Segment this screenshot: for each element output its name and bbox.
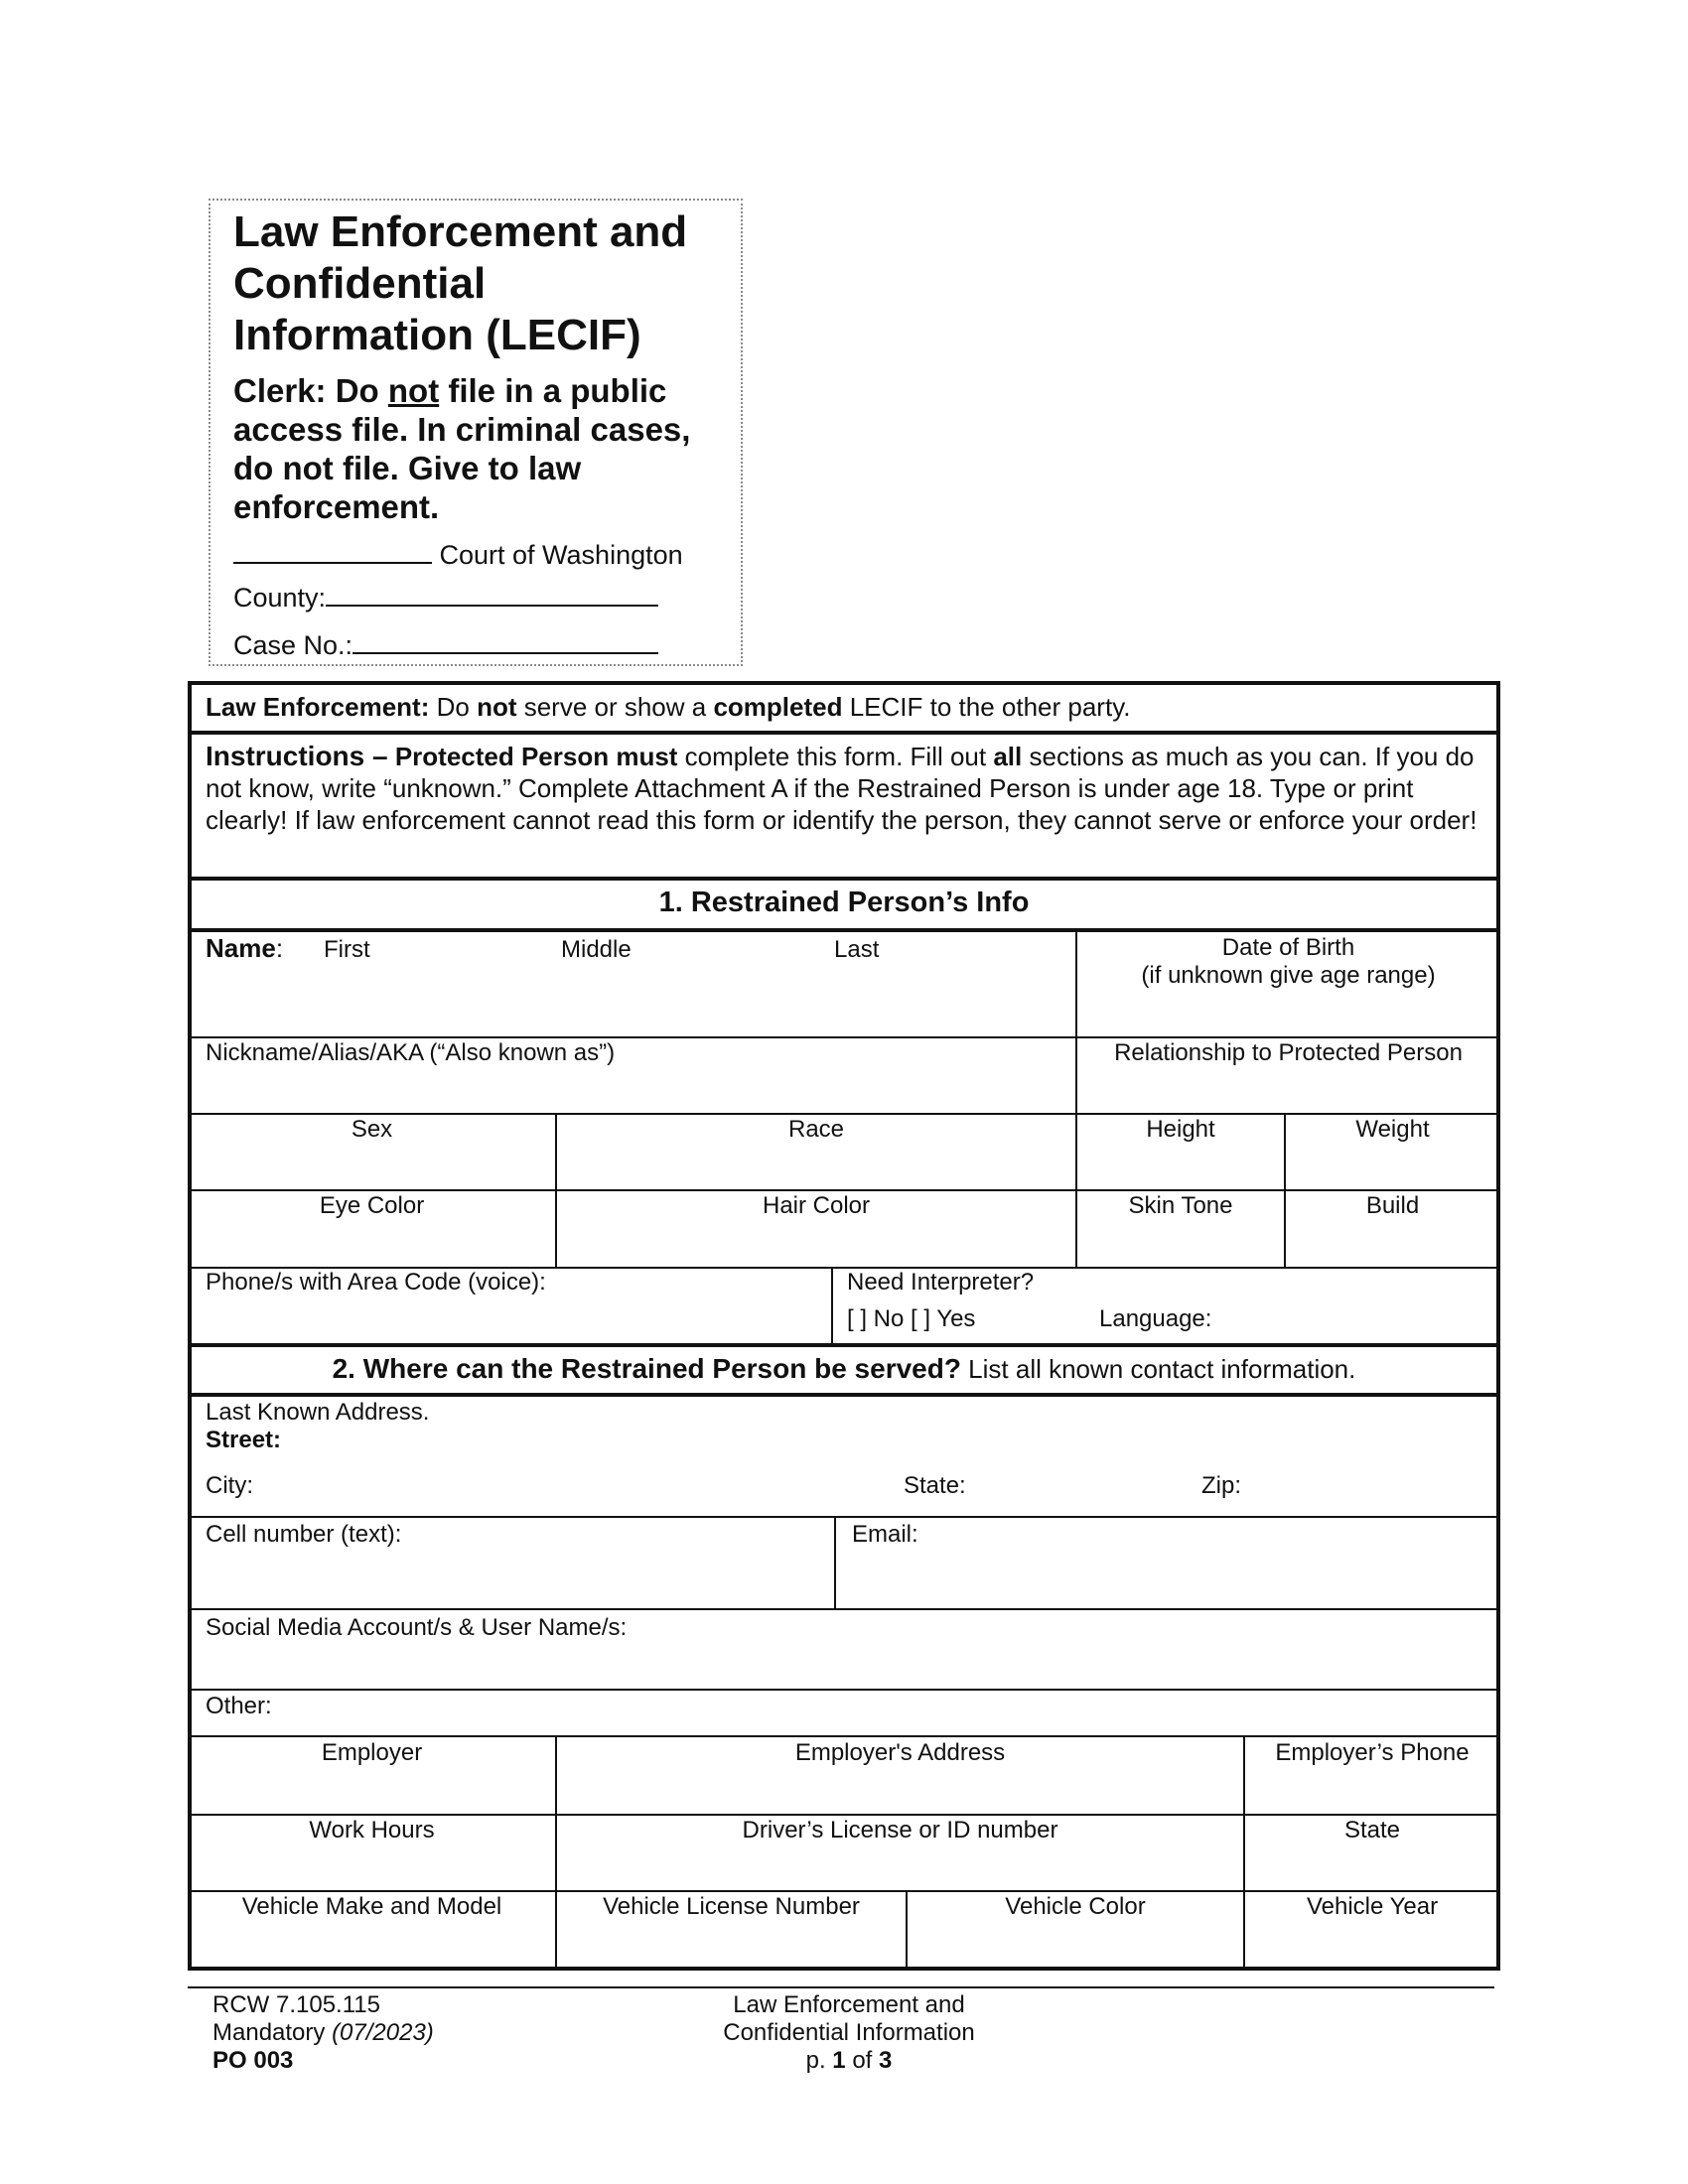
first-name-label: First xyxy=(324,936,370,963)
weight-label: Weight xyxy=(1355,1116,1430,1143)
clerk-not: not xyxy=(387,372,440,409)
divider xyxy=(188,1689,1500,1691)
divider xyxy=(188,1189,1500,1191)
street-label: Street: xyxy=(206,1427,282,1453)
case-number-line: Case No.: xyxy=(233,626,658,661)
section-1-heading: 1. Restrained Person’s Info xyxy=(658,887,1030,918)
race-label: Race xyxy=(787,1116,845,1143)
work-hours-label: Work Hours xyxy=(309,1817,435,1843)
height-label: Height xyxy=(1146,1116,1215,1143)
divider xyxy=(188,731,1500,735)
divider xyxy=(188,1735,1500,1737)
state-label: State: xyxy=(904,1472,966,1499)
relationship-label: Relationship to Protected Person xyxy=(1114,1039,1463,1066)
divider xyxy=(188,877,1500,881)
dob-label: Date of Birth xyxy=(1221,934,1355,961)
divider xyxy=(188,1890,1500,1892)
form-title: Law Enforcement and Confidential Information (LECIF) xyxy=(233,207,688,359)
divider xyxy=(188,1814,1500,1816)
nickname-label: Nickname/Alias/AKA (“Also known as”) xyxy=(206,1039,616,1066)
social-media-label: Social Media Account/s & User Name/s: xyxy=(206,1614,628,1641)
employer-label: Employer xyxy=(321,1739,423,1766)
divider xyxy=(188,1608,1500,1610)
city-label: City: xyxy=(206,1472,253,1499)
divider xyxy=(188,1343,1500,1347)
form-table xyxy=(188,681,1500,1971)
vehicle-color-label: Vehicle Color xyxy=(1005,1893,1146,1920)
last-address-label: Last Known Address. xyxy=(206,1399,430,1426)
section-2-heading: 2. Where can the Restrained Person be served? List all known contact information. xyxy=(332,1353,1356,1384)
dob-note: (if unknown give age range) xyxy=(1141,962,1436,989)
instructions: Instructions – Protected Person must complete this form. Fill out all sections as much as you can. If you do not know, write “unknown.” Complete Attachment A if the Restrained Person is under age 18. Type or print clearly! If law enforcement cannot read this form or identify the person, they cannot serve or enforce your order! xyxy=(206,741,1477,835)
build-label: Build xyxy=(1365,1192,1420,1219)
divider xyxy=(1243,1735,1245,1971)
language-label: Language: xyxy=(1099,1305,1212,1332)
zip-label: Zip: xyxy=(1201,1472,1242,1499)
footer-rule xyxy=(188,1986,1494,1988)
cell-label: Cell number (text): xyxy=(206,1521,402,1548)
phone-label: Phone/s with Area Code (voice): xyxy=(206,1269,546,1296)
footer-form-id: PO 003 xyxy=(212,2047,294,2074)
last-name-label: Last xyxy=(834,936,880,963)
footer-title-1: Law Enforcement and xyxy=(733,1991,965,2018)
law-enforcement-notice: Law Enforcement: Do not serve or show a completed LECIF to the other party. xyxy=(206,692,1131,722)
vehicle-make-label: Vehicle Make and Model xyxy=(241,1893,502,1920)
name-label: Name: xyxy=(206,933,284,963)
county-blank[interactable] xyxy=(326,579,658,607)
middle-name-label: Middle xyxy=(561,936,632,963)
divider xyxy=(188,928,1500,932)
court-blank[interactable] xyxy=(233,536,432,564)
email-label: Email: xyxy=(852,1521,918,1548)
divider xyxy=(188,1036,1500,1038)
interpreter-label: Need Interpreter? xyxy=(847,1269,1035,1296)
skin-tone-label: Skin Tone xyxy=(1128,1192,1233,1219)
footer-page-number: p. 1 of 3 xyxy=(805,2047,893,2074)
eye-color-label: Eye Color xyxy=(319,1192,425,1219)
case-number-blank[interactable] xyxy=(352,626,658,654)
footer-mandatory: Mandatory (07/2023) xyxy=(212,2019,434,2046)
divider xyxy=(188,1393,1500,1397)
court-line: Court of Washington xyxy=(233,536,683,571)
footer-title-2: Confidential Information xyxy=(723,2019,975,2046)
divider xyxy=(188,1113,1500,1115)
divider xyxy=(834,1516,836,1609)
divider xyxy=(831,1267,833,1344)
other-label: Other: xyxy=(206,1693,272,1719)
clerk-instruction: Clerk: Do not file in a public access file. In criminal cases, do not file. Give to law enforcement. xyxy=(233,372,691,525)
sex-label: Sex xyxy=(351,1116,393,1143)
license-state-label: State xyxy=(1343,1817,1401,1843)
hair-color-label: Hair Color xyxy=(762,1192,871,1219)
divider xyxy=(555,1735,557,1971)
divider xyxy=(188,1516,1500,1518)
employer-phone-label: Employer’s Phone xyxy=(1275,1739,1470,1766)
vehicle-license-label: Vehicle License Number xyxy=(603,1893,860,1920)
county-line: County: xyxy=(233,579,658,614)
vehicle-year-label: Vehicle Year xyxy=(1306,1893,1439,1920)
employer-address-label: Employer's Address xyxy=(794,1739,1006,1766)
footer-rcw: RCW 7.105.115 xyxy=(212,1991,380,2018)
license-label: Driver’s License or ID number xyxy=(742,1817,1058,1843)
interpreter-checkboxes[interactable]: [ ] No [ ] Yes xyxy=(847,1305,976,1332)
